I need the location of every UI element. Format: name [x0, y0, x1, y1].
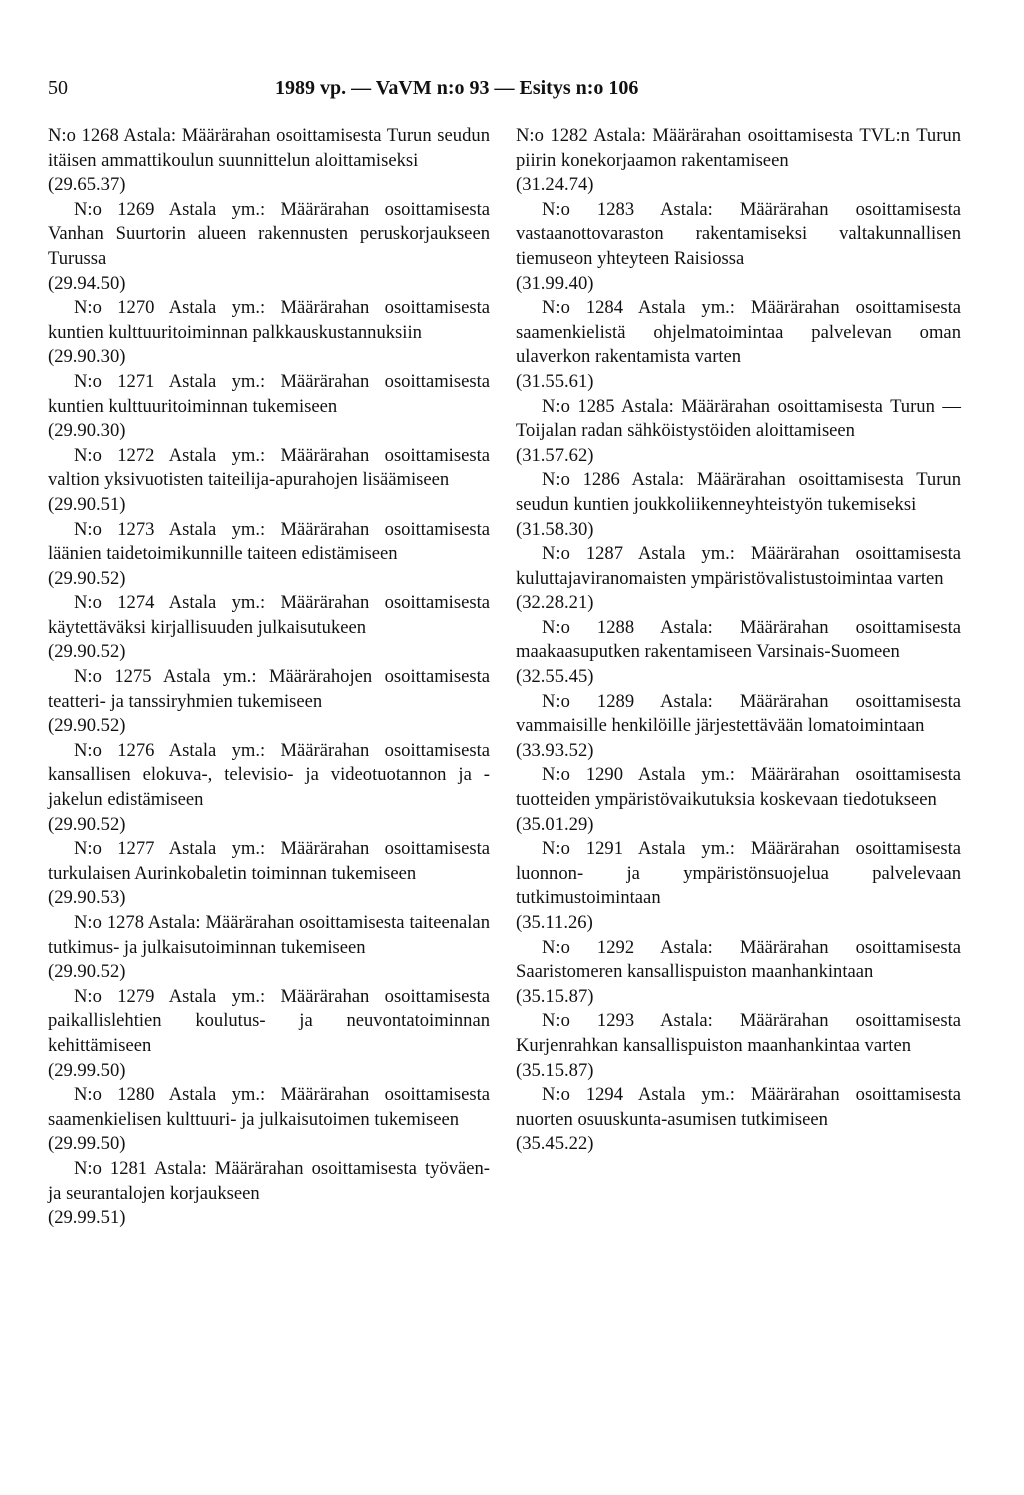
entry-title: N:o 1269 Astala ym.: Määrärahan osoittamisesta Vanhan Suurtorin alueen rakennusten peruskorjaukseen Turussa [48, 198, 490, 269]
entry-reference: (35.15.87) [516, 985, 594, 1007]
document-entry [516, 1083, 961, 1157]
entry-title: N:o 1292 Astala: Määrärahan osoittamisesta Saaristomeren kansallispuiston maanhankintaan [516, 936, 961, 983]
document-entry [48, 985, 490, 1083]
document-entry [516, 468, 961, 542]
document-entry [48, 1083, 490, 1157]
document-entry [516, 542, 961, 616]
entry-reference: (33.93.52) [516, 739, 594, 761]
page-number: 50 [48, 77, 68, 99]
document-entry [48, 444, 490, 518]
entry-title: N:o 1278 Astala: Määrärahan osoittamisesta taiteenalan tutkimus- ja julkaisutoiminnan tukemiseen [48, 912, 490, 958]
entry-reference: (29.90.30) [48, 346, 126, 368]
entry-reference: (31.58.30) [516, 518, 594, 540]
document-entry [48, 296, 490, 370]
document-entry [48, 911, 490, 985]
entry-reference: (31.24.74) [516, 174, 594, 196]
entry-reference: (29.90.53) [48, 887, 126, 909]
entry-reference: (29.94.50) [48, 272, 126, 294]
entry-title: N:o 1283 Astala: Määrärahan osoittamisesta vastaanottovaraston rakentamiseksi valtakunnallisen tiemuseon yhteyteen Raisiossa [516, 198, 961, 269]
entry-title: N:o 1282 Astala: Määrärahan osoittamisesta TVL:n Turun piirin konekorjaamon rakentamiseen [516, 125, 961, 171]
entry-title: N:o 1272 Astala ym.: Määrärahan osoittamisesta valtion yksivuotisten taiteilija-apurahojen lisäämiseen [48, 444, 490, 491]
entry-title: N:o 1273 Astala ym.: Määrärahan osoittamisesta läänien taidetoimikunnille taiteen edistämiseen [48, 518, 490, 565]
document-entry [48, 665, 490, 739]
document-entry [516, 763, 961, 837]
entry-reference: (29.90.52) [48, 813, 126, 835]
document-entry [48, 739, 490, 837]
document-entry [516, 395, 961, 469]
document-entry [48, 124, 490, 198]
document-entry [516, 616, 961, 690]
entry-title: N:o 1289 Astala: Määrärahan osoittamisesta vammaisille henkilöille järjestettävään lomatoimintaan [516, 690, 961, 737]
document-entry [48, 198, 490, 296]
entry-title: N:o 1286 Astala: Määrärahan osoittamisesta Turun seudun kuntien joukkoliikenneyhteistyön tukemiseksi [516, 469, 961, 515]
entry-title: N:o 1274 Astala ym.: Määrärahan osoittamisesta käytettäväksi kirjallisuuden julkaisutukeen [48, 592, 490, 638]
right-column [516, 124, 961, 1157]
entry-reference: (35.11.26) [516, 912, 593, 933]
document-entry [516, 936, 961, 1010]
entry-reference: (29.99.50) [48, 1133, 126, 1155]
entry-title: N:o 1270 Astala ym.: Määrärahan osoittamisesta kuntien kulttuuritoiminnan palkkauskustannuksiin [48, 297, 490, 343]
running-head: 1989 vp. — VaVM n:o 93 — Esitys n:o 106 [275, 77, 639, 99]
document-entry [516, 198, 961, 296]
entry-reference: (31.57.62) [516, 444, 594, 466]
entry-reference: (29.90.52) [48, 641, 126, 663]
entry-reference: (32.28.21) [516, 592, 594, 614]
entry-title: N:o 1293 Astala: Määrärahan osoittamisesta Kurjenrahkan kansallispuiston maanhankintaa varten [516, 1010, 961, 1056]
entry-reference: (29.65.37) [48, 174, 126, 196]
entry-title: N:o 1291 Astala ym.: Määrärahan osoittamisesta luonnon- ja ympäristönsuojelua palvelevaan tutkimustoimintaan [516, 838, 961, 909]
entry-reference: (29.99.50) [48, 1059, 126, 1081]
left-column [48, 124, 490, 1231]
entry-title: N:o 1294 Astala ym.: Määrärahan osoittamisesta nuorten osuuskunta-asumisen tutkimiseen [516, 1084, 961, 1130]
document-entry [48, 1157, 490, 1231]
entry-title: N:o 1288 Astala: Määrärahan osoittamisesta maakaasuputken rakentamiseen Varsinais-Suomeen [516, 616, 961, 663]
entry-title: N:o 1285 Astala: Määrärahan osoittamisesta Turun — Toijalan radan sähköistystöiden aloittamiseen [516, 395, 961, 442]
page-header [48, 70, 978, 102]
document-entry [516, 837, 961, 935]
document-entry [48, 370, 490, 444]
entry-title: N:o 1277 Astala ym.: Määrärahan osoittamisesta turkulaisen Aurinkobaletin toiminnan tukemiseen [48, 838, 490, 884]
entry-reference: (29.90.52) [48, 961, 126, 983]
entry-title: N:o 1276 Astala ym.: Määrärahan osoittamisesta kansallisen elokuva-, televisio- ja videotuotannon ja -jakelun edistämiseen [48, 739, 490, 811]
entry-reference: (35.01.29) [516, 813, 594, 835]
entry-reference: (31.99.40) [516, 272, 594, 294]
entry-reference: (29.90.51) [48, 493, 126, 515]
entry-reference: (29.99.51) [48, 1207, 126, 1229]
entry-title: N:o 1287 Astala ym.: Määrärahan osoittamisesta kuluttajaviranomaisten ympäristövalistustoimintaa varten [516, 543, 961, 589]
entry-reference: (35.15.87) [516, 1059, 594, 1081]
document-entry [516, 296, 961, 394]
entry-reference: (32.55.45) [516, 666, 594, 688]
document-entry [516, 1009, 961, 1083]
entry-title: N:o 1268 Astala: Määrärahan osoittamisesta Turun seudun itäisen ammattikoulun suunnittelun aloittamiseksi [48, 125, 490, 171]
document-entry [516, 690, 961, 764]
entry-title: N:o 1284 Astala ym.: Määrärahan osoittamisesta saamenkielistä ohjelmatoimintaa palvelevan oman ulaverkon rakentamista varten [516, 297, 961, 368]
document-entry [48, 591, 490, 665]
entry-title: N:o 1279 Astala ym.: Määrärahan osoittamisesta paikallislehtien koulutus- ja neuvontatoiminnan kehittämiseen [48, 985, 490, 1056]
entry-reference: (29.90.30) [48, 420, 126, 442]
entry-title: N:o 1275 Astala ym.: Määrärahojen osoittamisesta teatteri- ja tanssiryhmien tukemiseen [48, 666, 490, 712]
entry-reference: (31.55.61) [516, 370, 594, 392]
entry-reference: (35.45.22) [516, 1133, 594, 1155]
document-entry [48, 837, 490, 911]
entry-title: N:o 1271 Astala ym.: Määrärahan osoittamisesta kuntien kulttuuritoiminnan tukemiseen [48, 370, 490, 417]
entry-reference: (29.90.52) [48, 567, 126, 589]
entry-title: N:o 1290 Astala ym.: Määrärahan osoittamisesta tuotteiden ympäristövaikutuksia koskevaan tiedotukseen [516, 764, 961, 811]
entry-title: N:o 1280 Astala ym.: Määrärahan osoittamisesta saamenkielisen kulttuuri- ja julkaisutoimen tukemiseen [48, 1084, 490, 1130]
entry-reference: (29.90.52) [48, 715, 126, 737]
document-entry [516, 124, 961, 198]
document-entry [48, 518, 490, 592]
entry-title: N:o 1281 Astala: Määrärahan osoittamisesta työväen- ja seurantalojen korjaukseen [48, 1157, 490, 1204]
